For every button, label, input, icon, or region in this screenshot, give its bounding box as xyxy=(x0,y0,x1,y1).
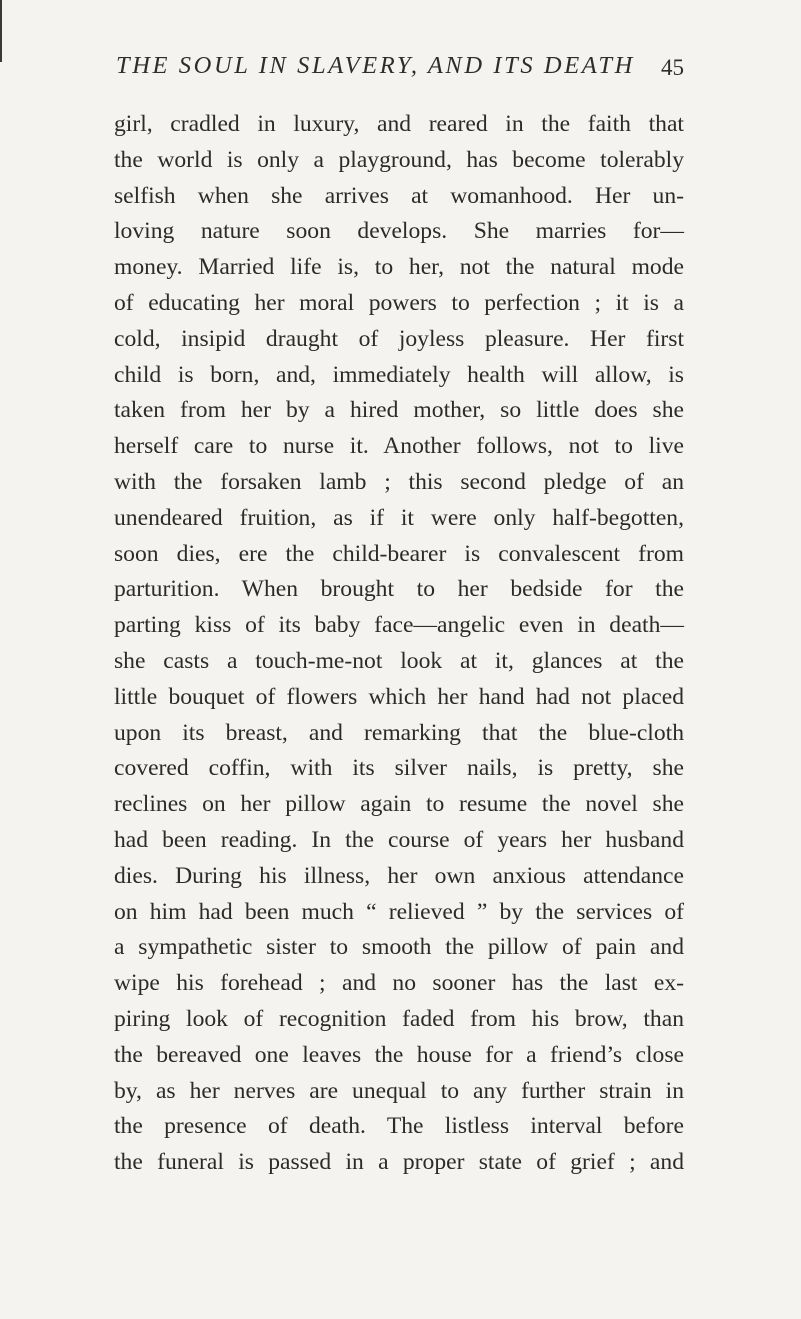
text-line: she casts a touch-me-not look at it, glances at the xyxy=(114,647,684,674)
text-line: unendeared fruition, as if it were only half-begotten, xyxy=(114,504,684,531)
text-line: dies. During his illness, her own anxious attendance xyxy=(114,862,684,889)
text-line: piring look of recognition faded from his brow, than xyxy=(114,1005,684,1032)
text-line: child is born, and, immediately health will allow, is xyxy=(114,361,684,388)
text-line: reclines on her pillow again to resume the novel she xyxy=(114,791,684,818)
text-line: cold, insipid draught of joyless pleasure. Her first xyxy=(114,325,684,352)
text-line: with the forsaken lamb ; this second pledge of an xyxy=(114,468,684,495)
text-line: taken from her by a hired mother, so little does she xyxy=(114,397,684,424)
text-line: covered coffin, with its silver nails, is pretty, she xyxy=(114,755,684,782)
text-line: a sympathetic sister to smooth the pillow of pain and xyxy=(114,934,684,961)
text-line: parturition. When brought to her bedside for the xyxy=(114,576,684,603)
text-line: little bouquet of flowers which her hand had not placed xyxy=(114,683,684,710)
page-number: 45 xyxy=(661,55,684,80)
running-title: THE SOUL IN SLAVERY, AND ITS DEATH xyxy=(116,52,635,79)
text-line: girl, cradled in luxury, and reared in the faith that xyxy=(114,111,684,137)
text-line: the funeral is passed in a proper state of grief ; and xyxy=(114,1149,684,1176)
text-line: had been reading. In the course of years her husband xyxy=(114,826,684,853)
text-line: the presence of death. The listless interval before xyxy=(114,1113,684,1140)
running-header xyxy=(0,52,801,92)
text-line: the world is only a playground, has become tolerably xyxy=(114,146,684,173)
text-line: on him had been much “ relieved ” by the services of xyxy=(114,898,684,925)
text-line: by, as her nerves are unequal to any further strain in xyxy=(114,1077,684,1104)
text-line: the bereaved one leaves the house for a friend’s close xyxy=(114,1041,684,1068)
text-line: loving nature soon develops. She marries for— xyxy=(114,218,684,245)
text-line: selfish when she arrives at womanhood. Her un- xyxy=(114,182,684,209)
text-line: soon dies, ere the child-bearer is convalescent from xyxy=(114,540,684,567)
text-line: of educating her moral powers to perfection ; it is a xyxy=(114,289,684,316)
text-line: wipe his forehead ; and no sooner has the last ex- xyxy=(114,970,684,997)
text-line: upon its breast, and remarking that the blue-cloth xyxy=(114,719,684,746)
text-line: money. Married life is, to her, not the natural mode xyxy=(114,254,684,281)
body-text xyxy=(114,107,684,1181)
text-line: parting kiss of its baby face—angelic even in death— xyxy=(114,612,684,639)
text-line: herself care to nurse it. Another follows, not to live xyxy=(114,433,684,460)
